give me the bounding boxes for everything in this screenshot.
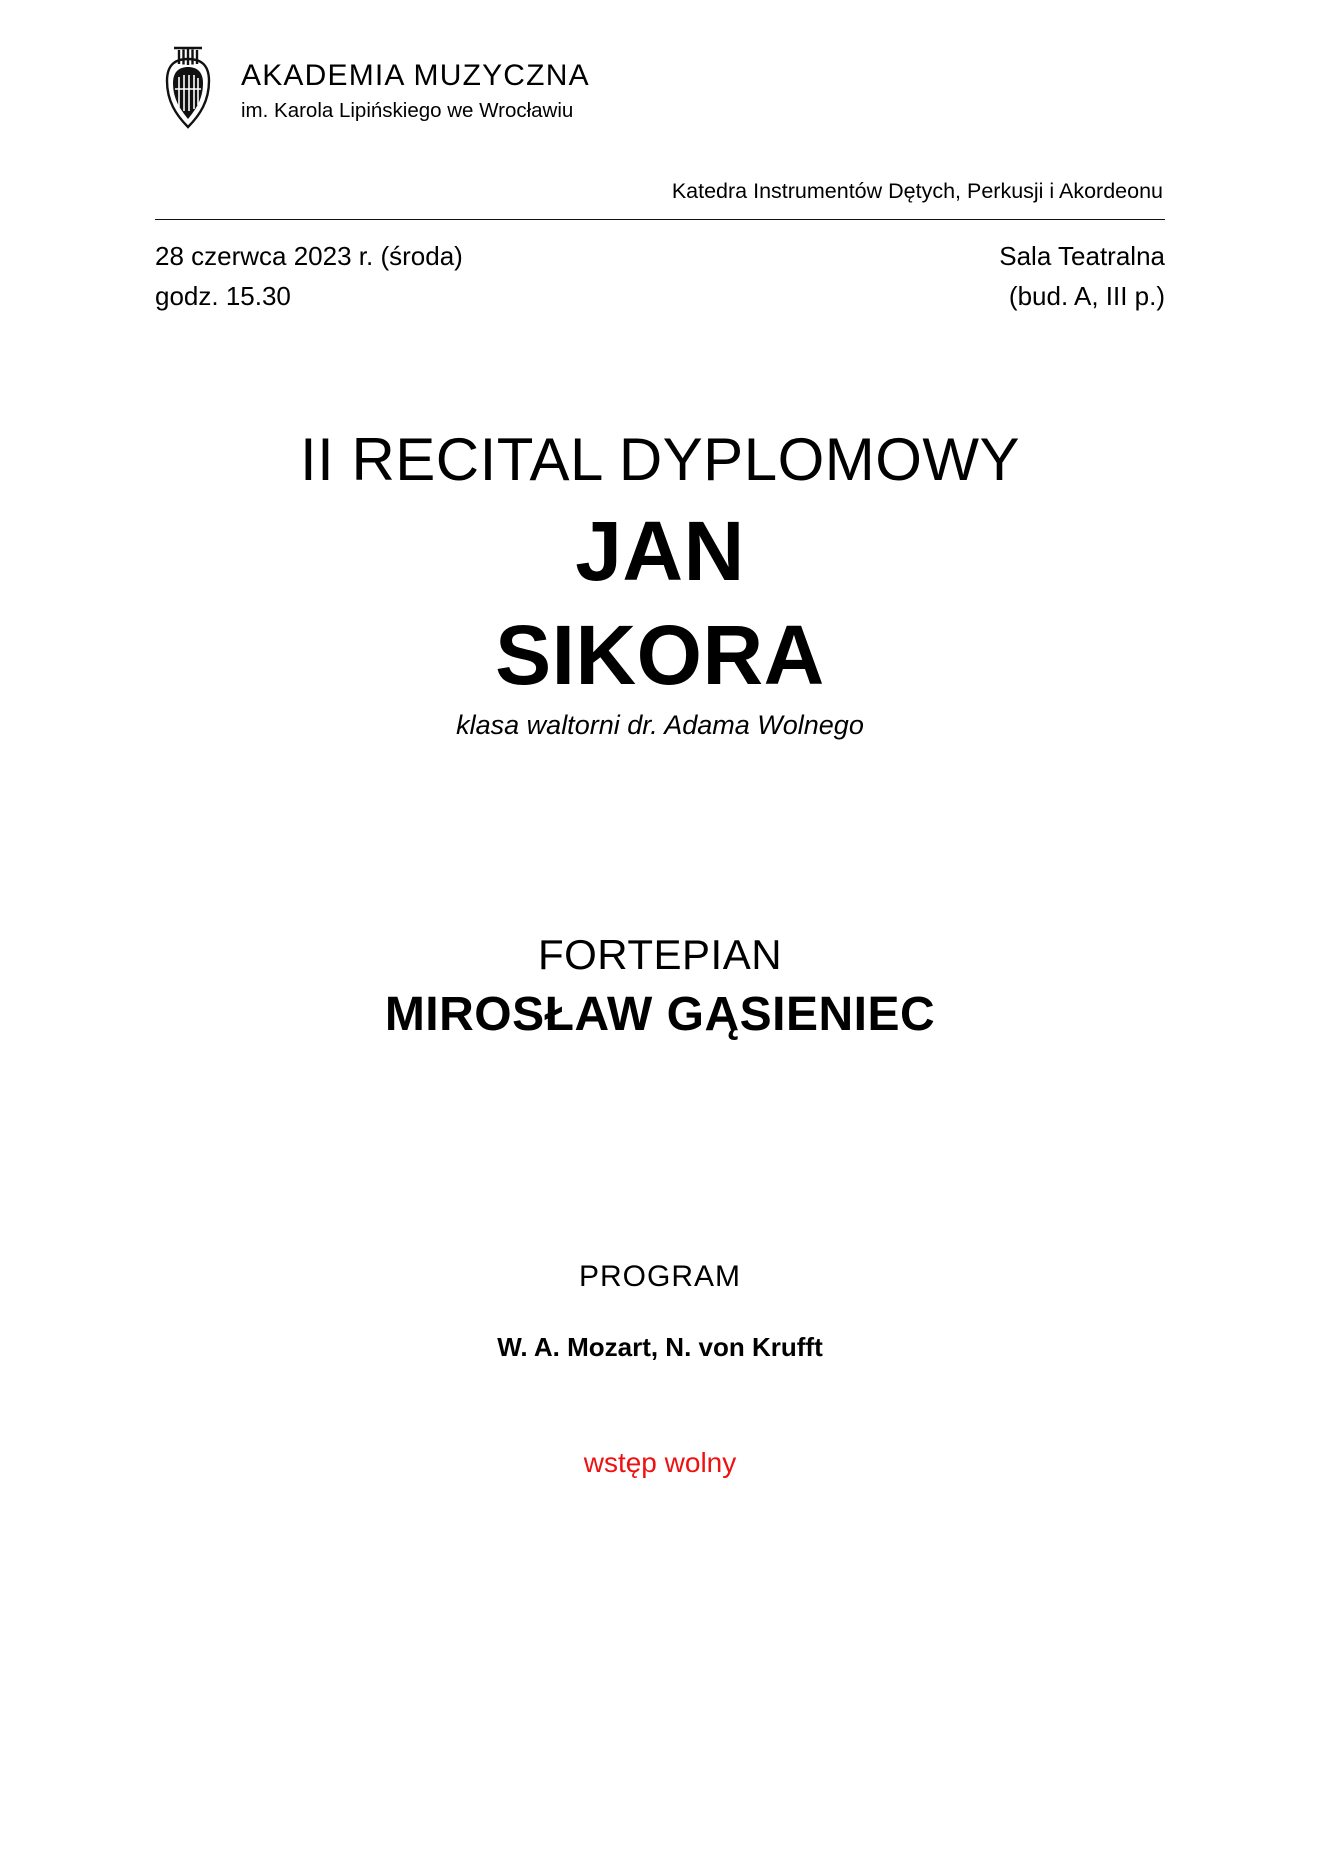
divider xyxy=(155,219,1165,220)
event-datetime xyxy=(155,236,463,317)
program-composers: W. A. Mozart, N. von Krufft xyxy=(497,1331,823,1362)
event-venue xyxy=(999,236,1165,317)
header xyxy=(155,0,1165,131)
accompanist-name: MIROSŁAW GĄSIENIEC xyxy=(384,987,936,1041)
academy-wordmark xyxy=(241,45,590,124)
artist-last-name: SIKORA xyxy=(495,607,825,702)
event-date: 28 czerwca 2023 r. (środa) xyxy=(155,241,463,271)
academy-subtitle: im. Karola Lipińskiego we Wrocławiu xyxy=(241,98,574,122)
event-meta xyxy=(155,236,1165,317)
venue-name: Sala Teatralna xyxy=(999,241,1165,271)
event-time: godz. 15.30 xyxy=(155,281,291,312)
lyre-icon xyxy=(155,45,221,131)
instrument-label: FORTEPIAN xyxy=(537,930,783,978)
venue-detail: (bud. A, III p.) xyxy=(1008,281,1165,312)
academy-name: AKADEMIA MUZYCZNA xyxy=(241,59,590,92)
free-entry-note: wstęp wolny xyxy=(583,1446,737,1478)
artist-class: klasa waltorni dr. Adama Wolnego xyxy=(456,709,864,740)
recital-title: II RECITAL DYPLOMOWY xyxy=(299,425,1021,493)
program-heading: PROGRAM xyxy=(578,1259,741,1293)
department-line: Katedra Instrumentów Dętych, Perkusji i Akordeonu xyxy=(671,179,1163,203)
artist-first-name: JAN xyxy=(575,503,745,598)
